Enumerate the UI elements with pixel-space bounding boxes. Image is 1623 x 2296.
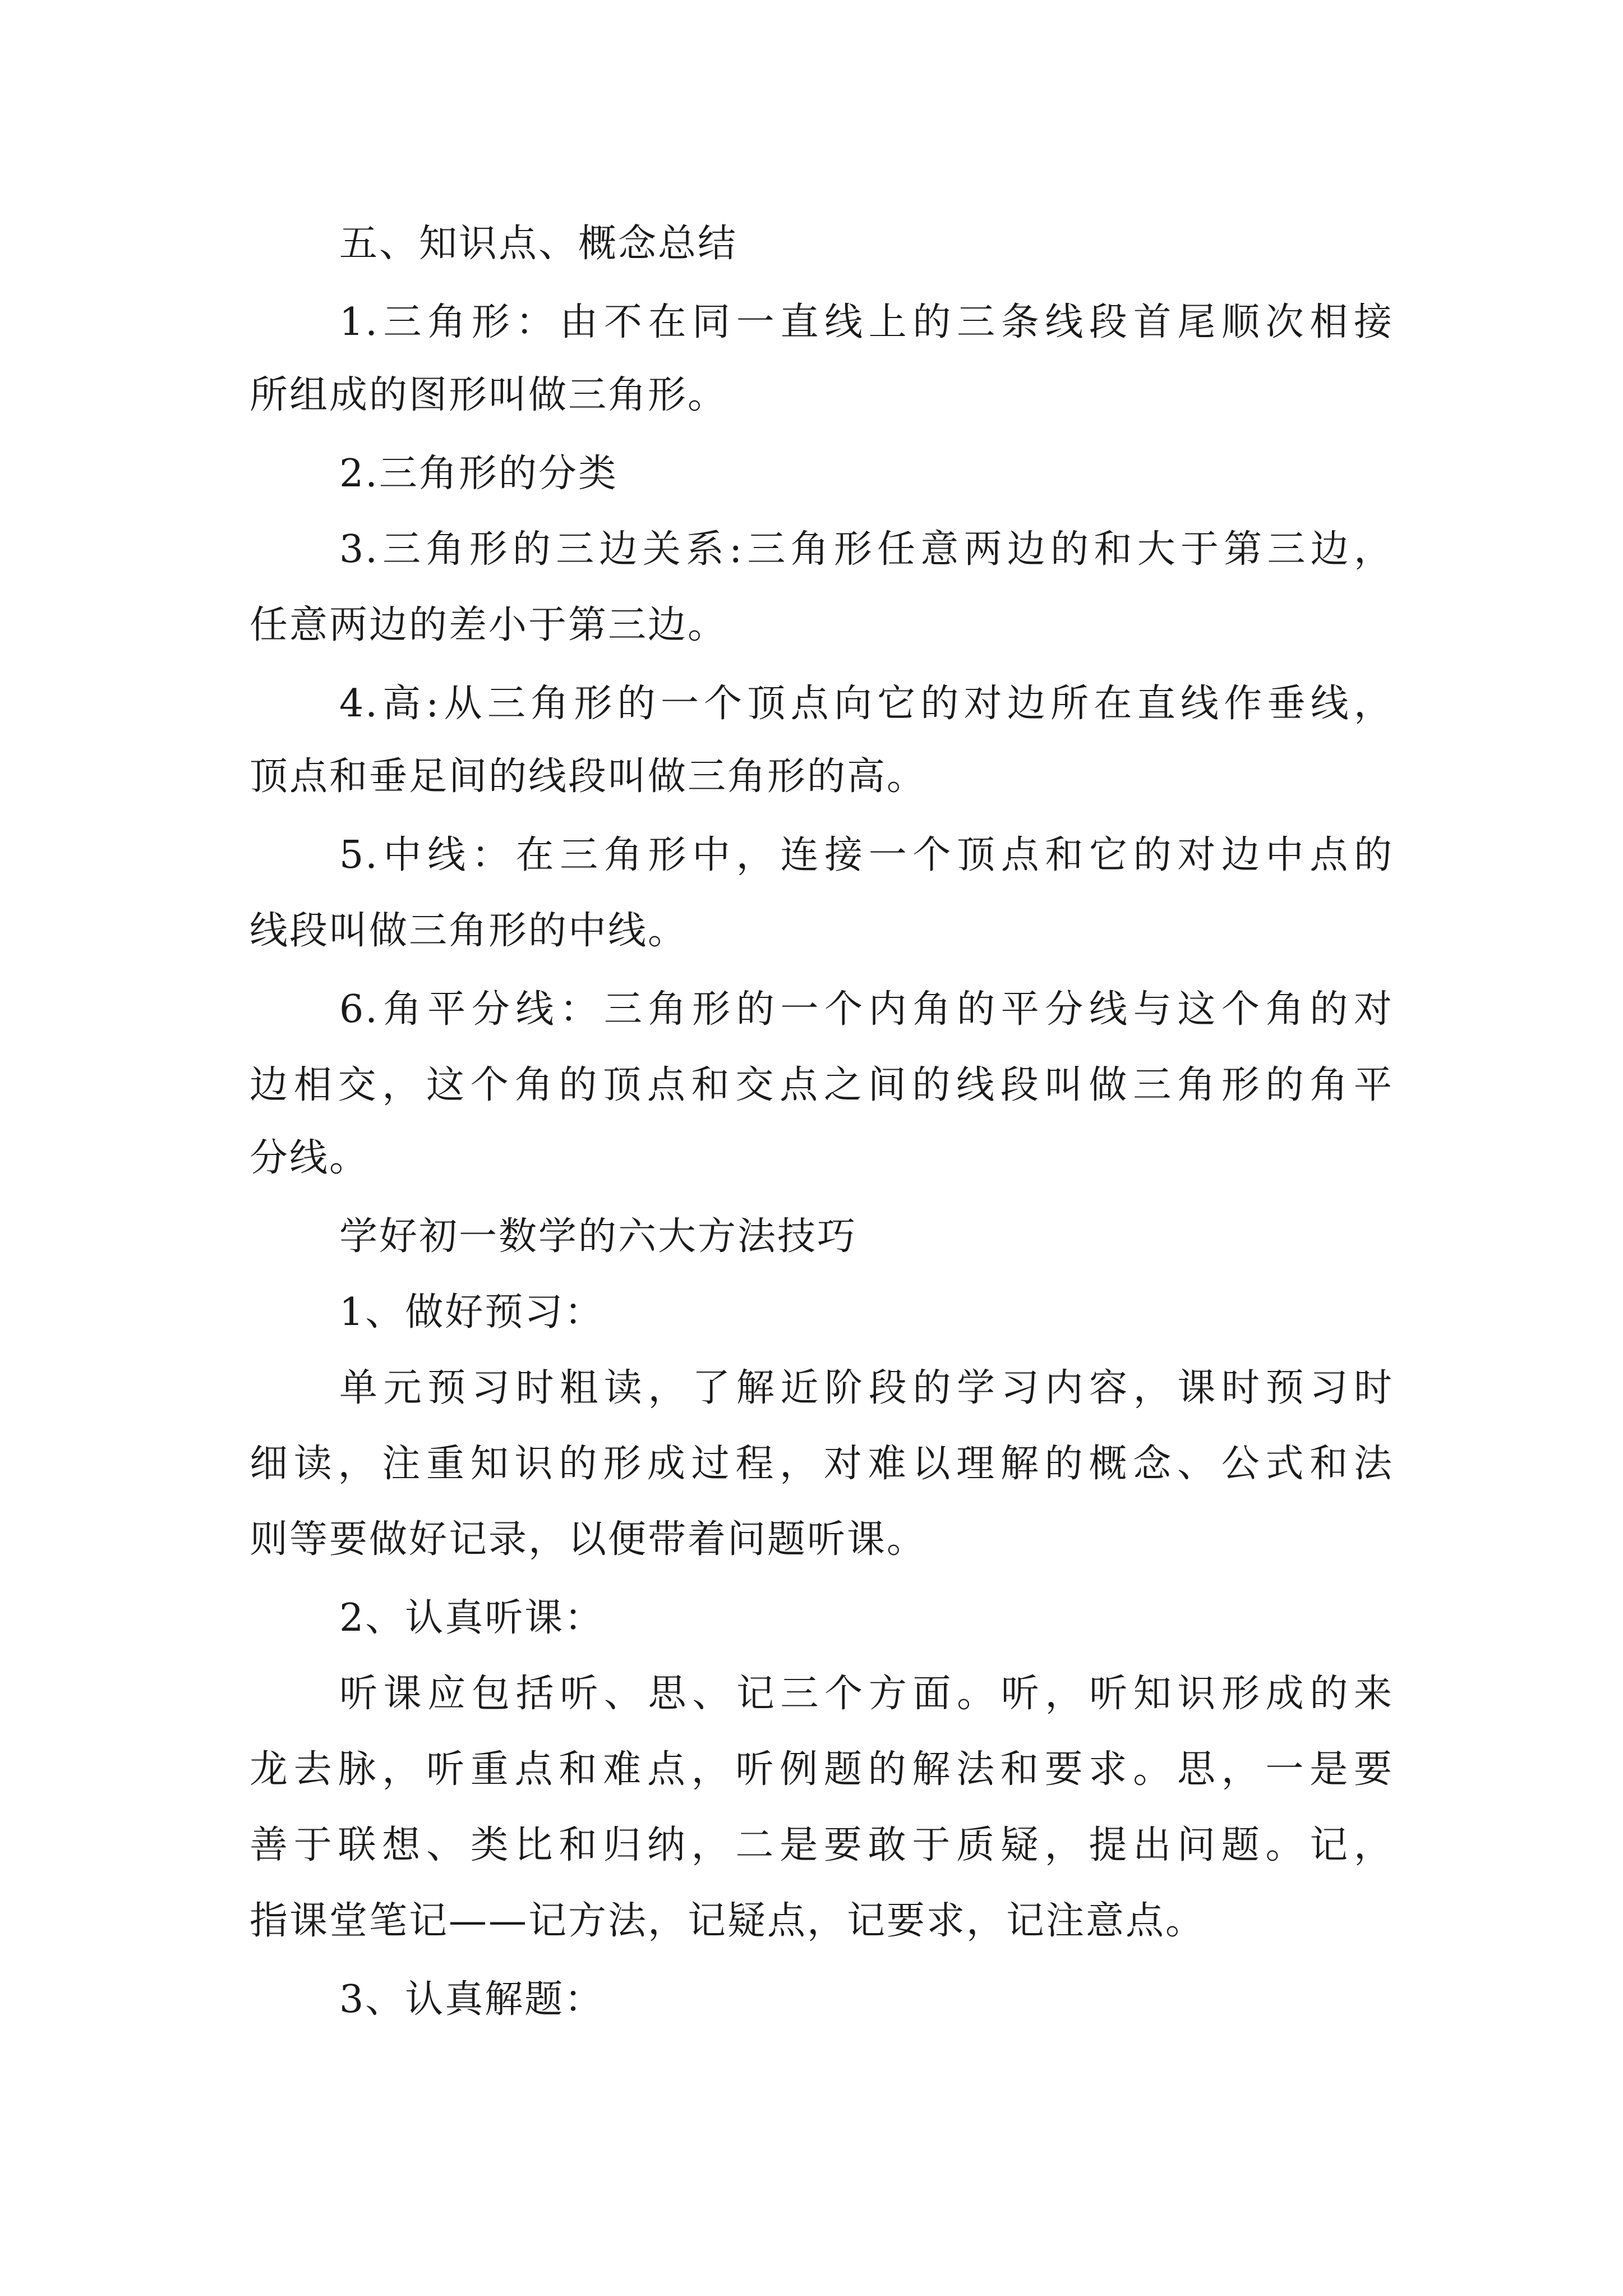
- text-line: 单元预习时粗读，了解近阶段的学习内容，课时预习时: [339, 1366, 1394, 1410]
- text-line: 则等要做好记录，以便带着问题听课。: [250, 1517, 927, 1562]
- text-line: 2.三角形的分类: [339, 452, 618, 496]
- text-line: 听课应包括听、思、记三个方面。听，听知识形成的来: [339, 1672, 1394, 1716]
- text-line: 善于联想、类比和归纳，二是要敢于质疑，提出问题。记，: [250, 1823, 1394, 1867]
- text-line: 顶点和垂足间的线段叫做三角形的高。: [250, 754, 927, 799]
- text-line: 5.中线：在三角形中，连接一个顶点和它的对边中点的: [339, 833, 1394, 877]
- text-line: 任意两边的差小于第三边。: [250, 603, 728, 647]
- section-heading: 学好初一数学的六大方法技巧: [339, 1214, 857, 1259]
- text-line: 6.角平分线：三角形的一个内角的平分线与这个角的对: [339, 987, 1394, 1032]
- text-line: 边相交，这个角的顶点和交点之间的线段叫做三角形的角平: [250, 1063, 1394, 1107]
- subheading: 3、认真解题：: [339, 1977, 605, 2022]
- text-line: 指课堂笔记——记方法，记疑点，记要求，记注意点。: [250, 1899, 1206, 1943]
- text-line: 细读，注重知识的形成过程，对难以理解的概念、公式和法: [250, 1442, 1394, 1486]
- subheading: 2、认真听课：: [339, 1596, 605, 1640]
- text-line: 3.三角形的三边关系:三角形任意两边的和大于第三边，: [339, 527, 1394, 572]
- text-line: 龙去脉，听重点和难点，听例题的解法和要求。思，一是要: [250, 1747, 1394, 1792]
- text-line: 4.高:从三角形的一个顶点向它的对边所在直线作垂线，: [339, 682, 1394, 726]
- text-line: 分线。: [250, 1136, 370, 1180]
- section-heading: 五、知识点、概念总结: [339, 222, 738, 266]
- text-line: 线段叫做三角形的中线。: [250, 909, 688, 953]
- subheading: 1、做好预习：: [339, 1290, 605, 1335]
- text-line: 1.三角形：由不在同一直线上的三条线段首尾顺次相接: [339, 300, 1394, 344]
- text-line: 所组成的图形叫做三角形。: [250, 373, 728, 417]
